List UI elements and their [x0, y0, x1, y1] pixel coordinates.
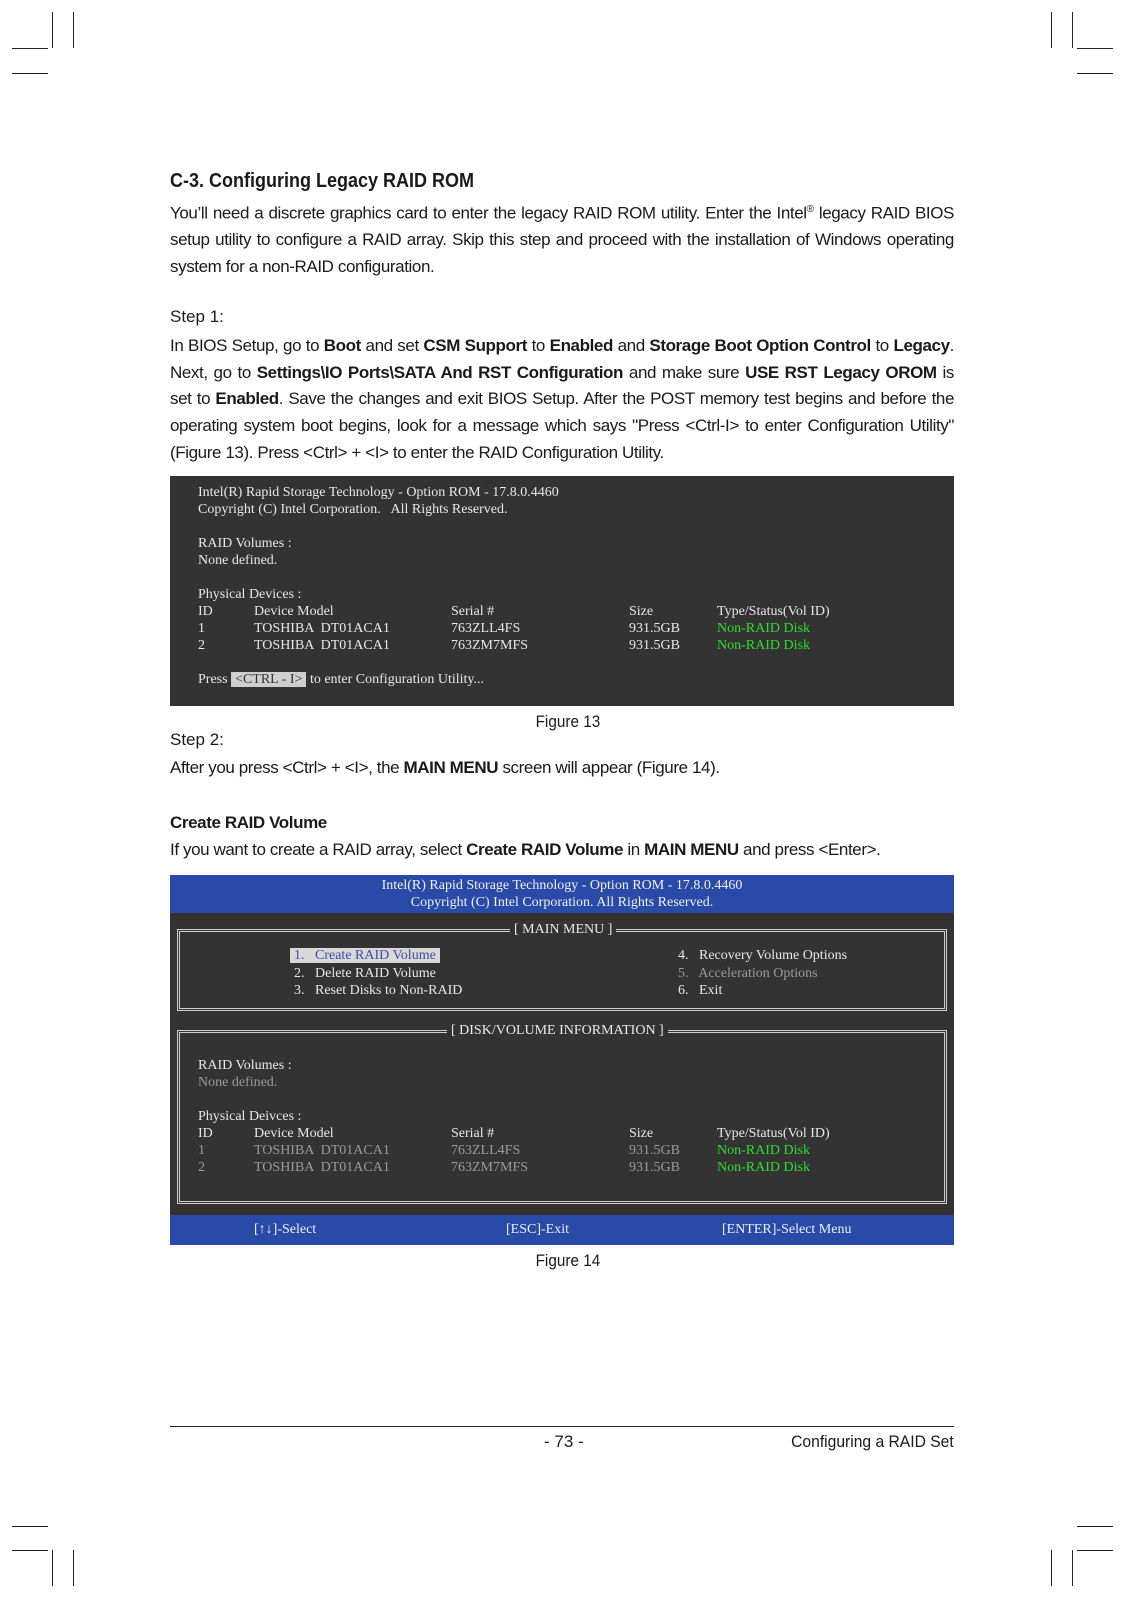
crop-mark	[12, 1526, 48, 1527]
crop-mark	[12, 48, 48, 49]
step1-label: Step 1:	[170, 307, 224, 326]
crop-mark	[52, 12, 53, 48]
intro-paragraph: You’ll need a discrete graphics card to enter the legacy RAID ROM utility. Enter the Intel® legacy RAID BIOS setup utility to configure a RAID array. Skip this step and proceed with the installation of Windows operating system for a non-RAID configuration.	[170, 203, 954, 277]
crop-mark	[1077, 73, 1113, 74]
device-size: 931.5GB	[629, 638, 680, 653]
physical-devices-label: Physical Deivces :	[198, 1109, 302, 1124]
figure-13-caption: Figure 13	[535, 712, 601, 731]
col-model-header: Device Model	[254, 1126, 334, 1141]
create-raid-paragraph: If you want to create a RAID array, select Create RAID Volume in MAIN MENU and press <Enter>.	[170, 840, 881, 859]
device-id: 2	[198, 1160, 205, 1175]
col-id-header: ID	[198, 604, 213, 619]
ctrl-i-key: <CTRL - I>	[231, 672, 306, 687]
esc-key-hint: [ESC]-Exit	[506, 1222, 569, 1237]
disk-volume-info-frame	[177, 1023, 947, 1204]
crop-mark	[52, 1550, 53, 1586]
device-status: Non-RAID Disk	[717, 638, 810, 653]
step2-paragraph: After you press <Ctrl> + <I>, the MAIN MENU screen will appear (Figure 14).	[170, 758, 720, 777]
key-help-bar	[170, 1215, 954, 1245]
menu-acceleration-options: 5. Acceleration Options	[678, 966, 818, 981]
device-id: 1	[198, 1143, 205, 1158]
col-id-header: ID	[198, 1126, 213, 1141]
step1-paragraph: In BIOS Setup, go to Boot and set CSM Support to Enabled and Storage Boot Option Control to Legacy. Next, go to Settings\IO Ports\SATA And RST Configuration and make sure USE RST Legacy OROM is set to Enabled. Save the changes and exit BIOS Setup. After the POST memory test begins and before the operating system boot begins, look for a message which says "Press <Ctrl-I> to enter Configuration Utility" (Figure 13). Press <Ctrl> + <I> to enter the RAID Configuration Utility.	[170, 336, 954, 462]
enter-key-hint: [ENTER]-Select Menu	[722, 1222, 852, 1237]
menu-exit[interactable]: 6. Exit	[678, 983, 723, 998]
figure-14-bios-screen	[170, 875, 954, 1245]
select-key-hint: [↑↓]-Select	[254, 1222, 317, 1237]
rom-copyright: Copyright (C) Intel Corporation. All Rights Reserved.	[410, 895, 714, 910]
create-raid-heading: Create RAID Volume	[170, 813, 327, 832]
rom-header-bar	[170, 875, 954, 913]
device-serial: 763ZLL4FS	[451, 1143, 521, 1158]
device-serial: 763ZM7MFS	[451, 1160, 529, 1175]
device-size: 931.5GB	[629, 1143, 680, 1158]
device-id: 2	[198, 638, 205, 653]
figure-13-bios-screen	[170, 476, 954, 706]
disk-volume-info-title: [ DISK/VOLUME INFORMATION ]	[447, 1022, 668, 1039]
col-size-header: Size	[629, 604, 654, 619]
main-menu-frame	[177, 922, 947, 1011]
step2-label: Step 2:	[170, 730, 224, 749]
footer-chapter-title: Configuring a RAID Set	[791, 1432, 954, 1451]
press-prompt: Press <CTRL - I> to enter Configuration Utility...	[198, 672, 485, 687]
crop-mark	[73, 1550, 74, 1586]
figure-14-caption: Figure 14	[535, 1251, 601, 1270]
crop-mark	[1072, 1550, 1073, 1586]
rom-copyright: Copyright (C) Intel Corporation. All Rights Reserved.	[198, 502, 508, 517]
rom-title: Intel(R) Rapid Storage Technology - Option ROM - 17.8.0.4460	[198, 485, 559, 500]
device-status: Non-RAID Disk	[717, 1143, 810, 1158]
menu-recovery-volume-options[interactable]: 4. Recovery Volume Options	[678, 948, 848, 963]
crop-mark	[1077, 48, 1113, 49]
crop-mark	[1077, 1526, 1113, 1527]
section-title: C-3. Configuring Legacy RAID ROM	[170, 170, 475, 192]
raid-volumes-label: RAID Volumes :	[198, 1058, 292, 1073]
device-model: TOSHIBA DT01ACA1	[254, 621, 390, 636]
col-size-header: Size	[629, 1126, 654, 1141]
crop-mark	[12, 73, 48, 74]
footer-rule	[170, 1426, 954, 1427]
device-id: 1	[198, 621, 205, 636]
device-status: Non-RAID Disk	[717, 621, 810, 636]
col-serial-header: Serial #	[451, 1126, 495, 1141]
device-size: 931.5GB	[629, 621, 680, 636]
menu-create-raid-volume[interactable]: 1. Create RAID Volume	[290, 947, 440, 964]
physical-devices-label: Physical Devices :	[198, 587, 302, 602]
crop-mark	[1051, 1550, 1052, 1586]
main-menu-title: [ MAIN MENU ]	[510, 921, 616, 938]
crop-mark	[1077, 1550, 1113, 1551]
crop-mark	[1072, 12, 1073, 48]
page-number: - 73 -	[544, 1432, 584, 1451]
col-model-header: Device Model	[254, 604, 334, 619]
raid-volumes-label: RAID Volumes :	[198, 536, 292, 551]
registered-mark: ®	[806, 204, 814, 215]
col-serial-header: Serial #	[451, 604, 495, 619]
device-status: Non-RAID Disk	[717, 1160, 810, 1175]
device-model: TOSHIBA DT01ACA1	[254, 1143, 390, 1158]
raid-volumes-value: None defined.	[198, 553, 278, 568]
device-serial: 763ZM7MFS	[451, 638, 529, 653]
rom-title: Intel(R) Rapid Storage Technology - Option ROM - 17.8.0.4460	[381, 878, 743, 893]
raid-volumes-value: None defined.	[198, 1075, 278, 1090]
col-type-header: Type/Status(Vol ID)	[717, 1126, 830, 1141]
col-type-header: Type/Status(Vol ID)	[717, 604, 830, 619]
crop-mark	[73, 12, 74, 48]
device-serial: 763ZLL4FS	[451, 621, 521, 636]
menu-reset-disks[interactable]: 3. Reset Disks to Non-RAID	[294, 983, 463, 998]
device-model: TOSHIBA DT01ACA1	[254, 638, 390, 653]
crop-mark	[12, 1550, 48, 1551]
device-size: 931.5GB	[629, 1160, 680, 1175]
crop-mark	[1051, 12, 1052, 48]
device-model: TOSHIBA DT01ACA1	[254, 1160, 390, 1175]
menu-delete-raid-volume[interactable]: 2. Delete RAID Volume	[294, 966, 436, 981]
